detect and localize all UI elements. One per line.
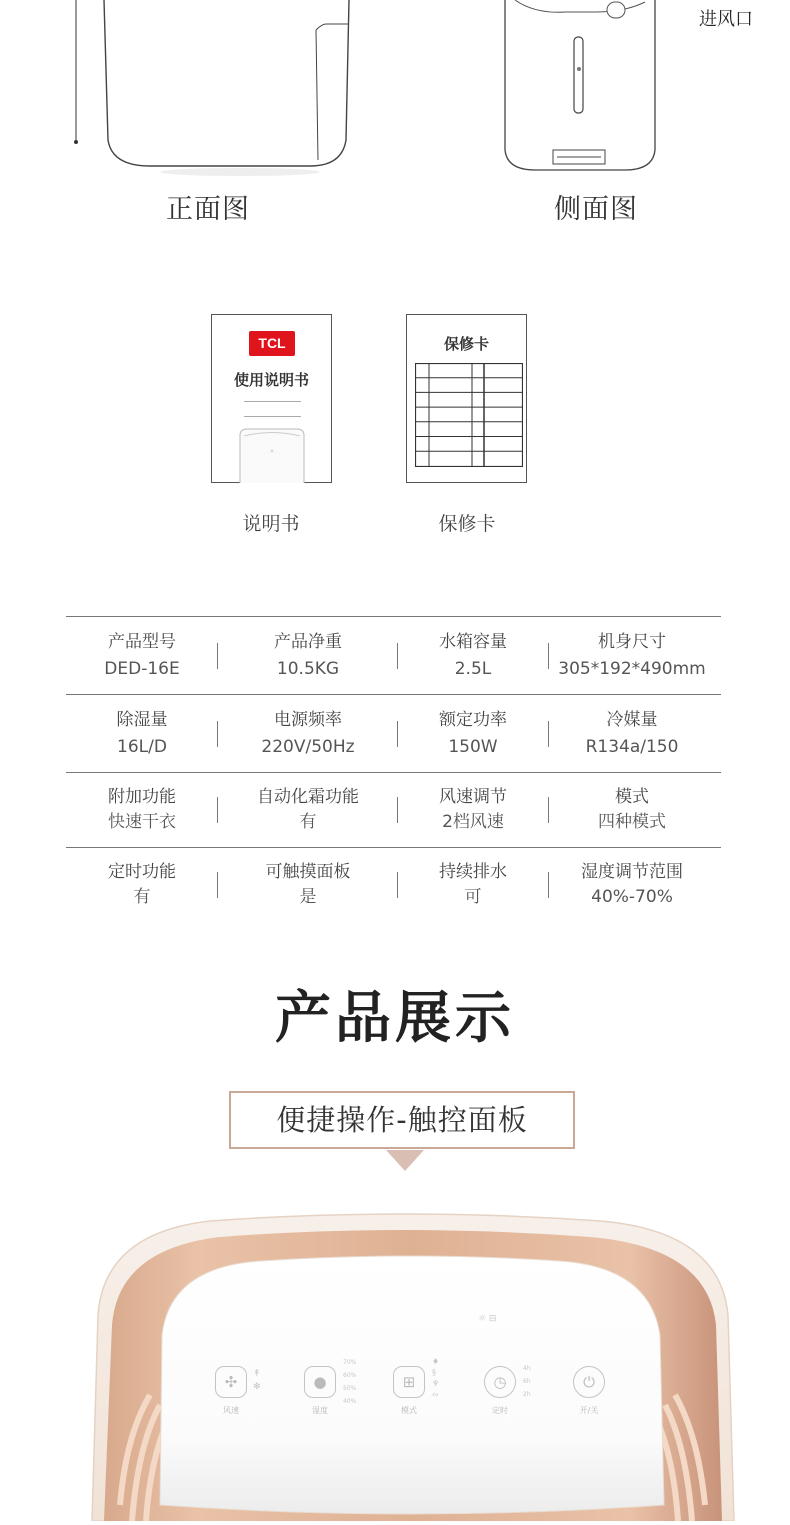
spec-cell (66, 848, 218, 922)
spec-cell (549, 848, 715, 922)
spec-name: 机身尺寸 (598, 631, 666, 652)
spec-cell (398, 695, 548, 772)
spec-value: 有 (133, 887, 151, 907)
manual-label: 说明书 (242, 513, 300, 535)
warranty-title: 保修卡 (443, 335, 489, 353)
section-title: 产品展示 (275, 986, 515, 1051)
spec-row (66, 616, 721, 694)
mode-button[interactable] (393, 1366, 425, 1416)
spec-value: 10.5KG (276, 658, 340, 679)
fan-speed-label: 风速 (223, 1406, 239, 1415)
timer-level: 4h (523, 1365, 531, 1372)
warranty-card (406, 314, 527, 483)
panel-indicator-icons: ☼ ⊟ (478, 1314, 497, 1324)
humidity-level: 50% (343, 1385, 357, 1392)
spec-cell (218, 773, 398, 847)
spec-value: 2.5L (454, 658, 492, 679)
side-view-drawing (495, 0, 665, 180)
humidity-button[interactable] (304, 1366, 336, 1416)
timer-label: 定时 (492, 1406, 508, 1415)
spec-value: 16L/D (117, 736, 167, 757)
feature-pointer (386, 1150, 424, 1171)
front-view-label: 正面图 (166, 194, 250, 225)
spec-name: 附加功能 (108, 787, 176, 807)
spec-value: DED-16E (104, 658, 180, 679)
mode-label: 模式 (401, 1406, 417, 1415)
power-label: 开/关 (579, 1406, 599, 1415)
spec-cell (66, 773, 218, 847)
fan-speed-level-icons: ↟ ✻ (253, 1369, 261, 1392)
mode-icon: ⊞ (393, 1366, 425, 1398)
humidity-level: 70% (343, 1359, 357, 1366)
spec-cell (218, 617, 398, 694)
humidity-level: 40% (343, 1398, 357, 1405)
air-inlet-label: 进风口 (699, 9, 753, 30)
spec-row (66, 847, 721, 922)
spec-cell (398, 773, 548, 847)
product-top-photo (0, 1205, 790, 1521)
humidity-levels (343, 1356, 356, 1408)
spec-value: 150W (448, 736, 498, 757)
spec-cell (66, 617, 218, 694)
side-view-label: 侧面图 (554, 194, 638, 225)
spec-value: 是 (299, 887, 317, 907)
spec-value: 220V/50Hz (261, 736, 355, 757)
spec-name: 湿度调节范围 (581, 862, 683, 882)
spec-name: 持续排水 (439, 862, 507, 882)
spec-cell (549, 773, 715, 847)
spec-name: 电源频率 (274, 709, 342, 730)
humidity-level: 60% (343, 1372, 357, 1379)
manual-rule-1 (244, 401, 301, 402)
spec-value: 305*192*490mm (558, 658, 706, 679)
tcl-logo: TCL (249, 331, 295, 356)
spec-cell (218, 848, 398, 922)
warranty-label: 保修卡 (438, 513, 496, 535)
spec-cell (66, 695, 218, 772)
fan-speed-button[interactable] (215, 1366, 247, 1416)
spec-name: 冷媒量 (606, 709, 658, 730)
spec-name: 额定功率 (439, 709, 507, 730)
manual-card (211, 314, 332, 483)
spec-cell (398, 848, 548, 922)
power-icon: ⏻ (573, 1366, 605, 1398)
warranty-grid (415, 363, 523, 467)
power-button[interactable] (573, 1366, 605, 1416)
spec-table (66, 616, 721, 922)
spec-name: 可触摸面板 (265, 862, 351, 882)
timer-button[interactable] (484, 1366, 516, 1416)
spec-name: 产品净重 (274, 631, 342, 652)
spec-name: 产品型号 (108, 631, 176, 652)
spec-name: 模式 (615, 787, 649, 807)
spec-cell (218, 695, 398, 772)
spec-value: 快速干衣 (108, 812, 176, 832)
spec-cell (549, 695, 715, 772)
spec-name: 除湿量 (116, 709, 168, 730)
manual-rule-2 (244, 416, 301, 417)
feature-title-box: 便捷操作-触控面板 (229, 1091, 575, 1149)
humidity-label: 湿度 (312, 1406, 328, 1415)
front-view-drawing (60, 0, 360, 180)
spec-row (66, 694, 721, 772)
spec-value: 40%-70% (591, 887, 673, 907)
timer-icon: ◷ (484, 1366, 516, 1398)
spec-value: R134a/150 (585, 736, 679, 757)
spec-value: 2档风速 (442, 812, 504, 832)
spec-name: 定时功能 (108, 862, 176, 882)
spec-value: 有 (299, 812, 317, 832)
droplet-icon: ● (304, 1366, 336, 1398)
spec-cell (398, 617, 548, 694)
timer-levels (523, 1362, 531, 1401)
timer-level: 2h (523, 1391, 531, 1398)
manual-product-illustration (238, 427, 306, 483)
spec-cell (549, 617, 715, 694)
spec-row (66, 772, 721, 847)
manual-title: 使用说明书 (233, 371, 309, 389)
mode-level-icons: ♦ § ♆ ∾ (432, 1357, 440, 1399)
spec-name: 水箱容量 (439, 631, 507, 652)
spec-value: 可 (464, 887, 482, 907)
spec-name: 自动化霜功能 (257, 787, 359, 807)
fan-icon: ✣ (215, 1366, 247, 1398)
spec-name: 风速调节 (439, 787, 507, 807)
timer-level: 6h (523, 1378, 531, 1385)
spec-value: 四种模式 (598, 812, 666, 832)
